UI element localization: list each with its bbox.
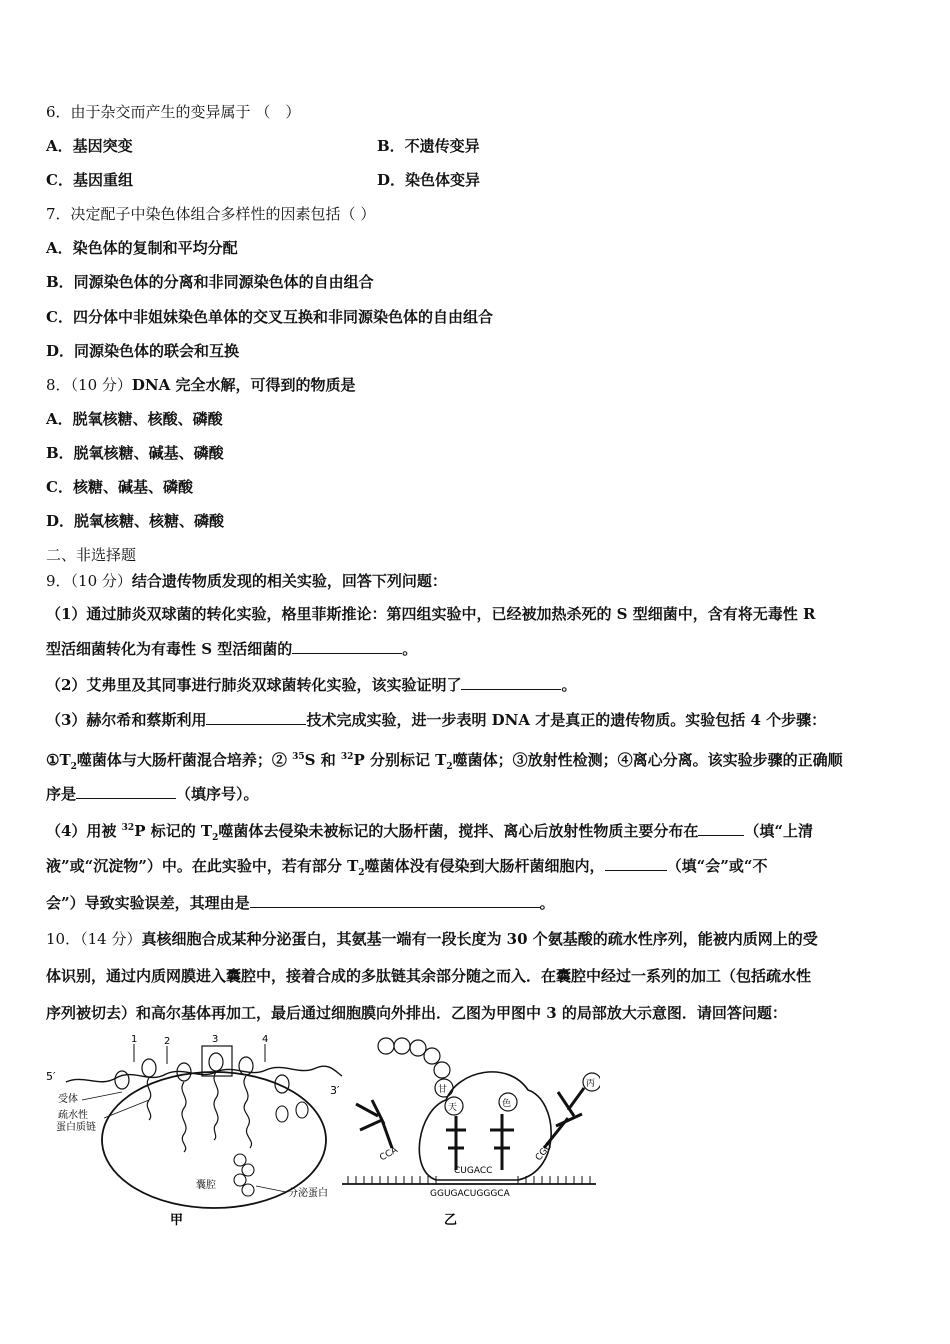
q9-part3-line2: [46, 747, 843, 777]
q9-stem: [46, 571, 447, 591]
answer-blank: [76, 784, 176, 799]
q9-part3-c3: S 和: [304, 751, 341, 769]
q9-part3-c1: ①T: [46, 751, 71, 769]
q10-line2: 体识别，通过内质网膜进入囊腔中，接着合成的多肽链其余部分随之而入．在囊腔中经过一系列的加工（包括疏水性: [46, 967, 812, 985]
q9-part4-a3: 噬菌体去侵染未被标记的大肠杆菌，搅拌、离心后放射性物质主要分布在: [218, 822, 699, 840]
figure-yi-caption: 乙: [444, 1213, 458, 1228]
marker-1: 1: [131, 1034, 138, 1045]
hydrophobic-pointer: [104, 1100, 149, 1118]
q9-part3-c4: P 分别标记 T: [353, 751, 447, 769]
ribosome: [142, 1059, 156, 1077]
q9-part1-text: 型活细菌转化为有毒性 S 型活细菌的: [46, 640, 293, 658]
q9-part1-line2: [46, 639, 417, 659]
answer-blank: [605, 856, 667, 871]
q9-part4-b1: 液”或“沉淀物”）中。在此实验中，若有部分 T: [46, 857, 359, 875]
q10-line3: 序列被切去）和高尔基体再加工，最后通过细胞膜向外排出．乙图为甲图中 3 的局部放大示意图．请回答问题：: [46, 1004, 787, 1022]
q9-part1-line1: （1）通过肺炎双球菌的转化实验，格里菲斯推论：第四组实验中，已经被加热杀死的 S 型细菌中，含有将无毒性 R: [46, 605, 816, 623]
marker-2: 2: [164, 1036, 171, 1047]
q7-stem: 7．决定配子中染色体组合多样性的因素包括（ ）: [46, 205, 376, 223]
q9-part2-text: （2）艾弗里及其同事进行肺炎双球菌转化实验，该实验证明了: [46, 676, 462, 694]
ribosome: [115, 1071, 129, 1089]
trna-inside-1: [446, 1116, 466, 1170]
amino-acid-bead: [434, 1062, 450, 1078]
peptide-chain: [182, 1082, 186, 1152]
q10-score: 10．（14 分）: [46, 930, 142, 948]
q9-part4-b2: 噬菌体没有侵染到大肠杆菌细胞内，: [364, 857, 605, 875]
subscript: 2: [70, 762, 77, 772]
q9-part3-line3: [46, 784, 259, 804]
peptide-chain: [214, 1072, 218, 1140]
anticodon-right: CGU: [533, 1141, 555, 1164]
subscript: 2: [212, 833, 219, 843]
marker-4: 4: [262, 1034, 269, 1045]
q10-line1-text: 真核细胞合成某种分泌蛋白，其氨基一端有一段长度为 30 个氨基酸的疏水性序列，能被内质网上的受: [141, 930, 818, 948]
secreted-protein-coil: [234, 1174, 246, 1186]
superscript: 32: [340, 752, 354, 762]
q6-option-d: D．染色体变异: [377, 171, 481, 189]
trna-left: [356, 1100, 392, 1148]
superscript: 35: [292, 752, 305, 762]
anticodon-mid: CUGACC: [454, 1166, 493, 1176]
q10-line1: [46, 929, 818, 949]
q8-option-d: D．脱氧核糖、核糖、磷酸: [46, 512, 225, 530]
q9-part4-line1: [46, 818, 813, 848]
q6-stem: 6．由于杂交而产生的变异属于 （ ）: [46, 103, 301, 121]
answer-blank: [461, 675, 561, 690]
subscript: 2: [358, 868, 365, 878]
receptor-pointer: [82, 1092, 122, 1100]
q9-part3-text-b: 技术完成实验，进一步表明 DNA 才是真正的遗传物质。实验包括 4 个步骤：: [306, 711, 827, 729]
q9-part3-text-a: （3）赫尔希和蔡斯利用: [46, 711, 207, 729]
q9-part4-a1: （4）用被: [46, 822, 122, 840]
q7-option-b: B．同源染色体的分离和非同源染色体的自由组合: [46, 273, 374, 291]
q8-stem-text: DNA 完全水解，可得到的物质是: [131, 376, 356, 394]
q9-part3-d: 序是: [46, 785, 77, 803]
secreted-protein-coil: [242, 1184, 254, 1196]
end-3-label: 3′: [330, 1084, 340, 1097]
aa-trp-label: 色: [502, 1099, 512, 1109]
figure-jia-caption: 甲: [170, 1213, 184, 1228]
q7-option-a: A．染色体的复制和平均分配: [46, 239, 238, 257]
answer-blank: [698, 821, 744, 836]
q9-part3-line1: [46, 710, 826, 730]
q7-option-c: C．四分体中非姐妹染色单体的交叉互换和非同源染色体的自由组合: [46, 308, 493, 326]
q7-option-d: D．同源染色体的联会和互换: [46, 342, 240, 360]
q8-option-c: C．核糖、碱基、磷酸: [46, 478, 193, 496]
q9-part2-end: 。: [561, 676, 577, 694]
receptor-label: 受体: [58, 1094, 78, 1105]
aa-asp-label: 天: [448, 1103, 458, 1113]
mrna-strand: [66, 1066, 342, 1082]
secreted-protein-coil: [242, 1164, 254, 1176]
marker-3: 3: [212, 1034, 219, 1045]
answer-blank: [250, 893, 540, 908]
ribosome: [209, 1053, 223, 1071]
q9-part3-c5: 噬菌体；③放射性检测；④离心分离。该实验步骤的正确顺: [452, 751, 843, 769]
amino-acid-bead: [424, 1048, 440, 1064]
q9-score: 9．（10 分）: [46, 572, 132, 590]
q8-option-b: B．脱氧核糖、碱基、磷酸: [46, 444, 224, 462]
q9-stem-text: 结合遗传物质发现的相关实验，回答下列问题：: [131, 572, 447, 590]
q9-part1-end: 。: [402, 640, 418, 658]
q9-part4-a4: （填“上清: [744, 822, 814, 840]
q9-part3-c2: 噬菌体与大肠杆菌混合培养；②: [76, 751, 293, 769]
q9-part4-line2: [46, 856, 767, 883]
secreted-protein-coil: [234, 1154, 246, 1166]
subscript: 2: [446, 762, 453, 772]
answer-blank: [292, 639, 402, 654]
q9-part3-d-end: （填序号）。: [176, 785, 259, 803]
mrna-sequence: GGUGACUGGGCA: [430, 1189, 510, 1199]
aa-gly-label: 甘: [438, 1085, 448, 1095]
q9-part4-b3: （填“会”或“不: [666, 857, 768, 875]
aa-ala-label: 丙: [586, 1079, 596, 1089]
q8-option-a: A．脱氧核糖、核酸、磷酸: [46, 410, 223, 428]
superscript: 32: [121, 823, 135, 833]
peptide-chain: [244, 1076, 252, 1148]
hydrophobic-label-1: 疏水性: [58, 1110, 88, 1121]
figure-yi: [338, 1030, 600, 1230]
section-title: 二、非选择题: [46, 546, 137, 564]
hydrophobic-label-2: 蛋白质链: [56, 1122, 96, 1133]
q8-stem: [46, 375, 356, 395]
q8-score: 8．（10 分）: [46, 376, 132, 394]
amino-acid-bead: [410, 1040, 426, 1056]
q6-option-a: A．基因突变: [46, 137, 133, 155]
q6-option-b: B．不遗传变异: [377, 137, 480, 155]
figure-jia: [44, 1030, 364, 1230]
q9-part4-c-end: 。: [539, 894, 555, 912]
q9-part4-c: 会”）导致实验误差，其理由是: [46, 894, 250, 912]
q9-part2: [46, 675, 576, 695]
free-ribosome: [276, 1106, 288, 1122]
q9-part4-a2: P 标记的 T: [134, 822, 213, 840]
end-5-label: 5′: [46, 1070, 56, 1083]
free-ribosome: [296, 1102, 308, 1118]
answer-blank: [206, 710, 306, 725]
amino-acid-bead: [378, 1038, 394, 1054]
trna-inside-2: [490, 1114, 514, 1170]
anticodon-left: CCA: [378, 1145, 400, 1164]
secreted-pointer: [256, 1186, 286, 1192]
secreted-label: 分泌蛋白: [288, 1188, 328, 1199]
q6-option-c: C．基因重组: [46, 171, 133, 189]
q9-part4-line3: [46, 893, 555, 913]
amino-acid-bead: [394, 1038, 410, 1054]
lumen-label: 囊腔: [196, 1180, 216, 1191]
